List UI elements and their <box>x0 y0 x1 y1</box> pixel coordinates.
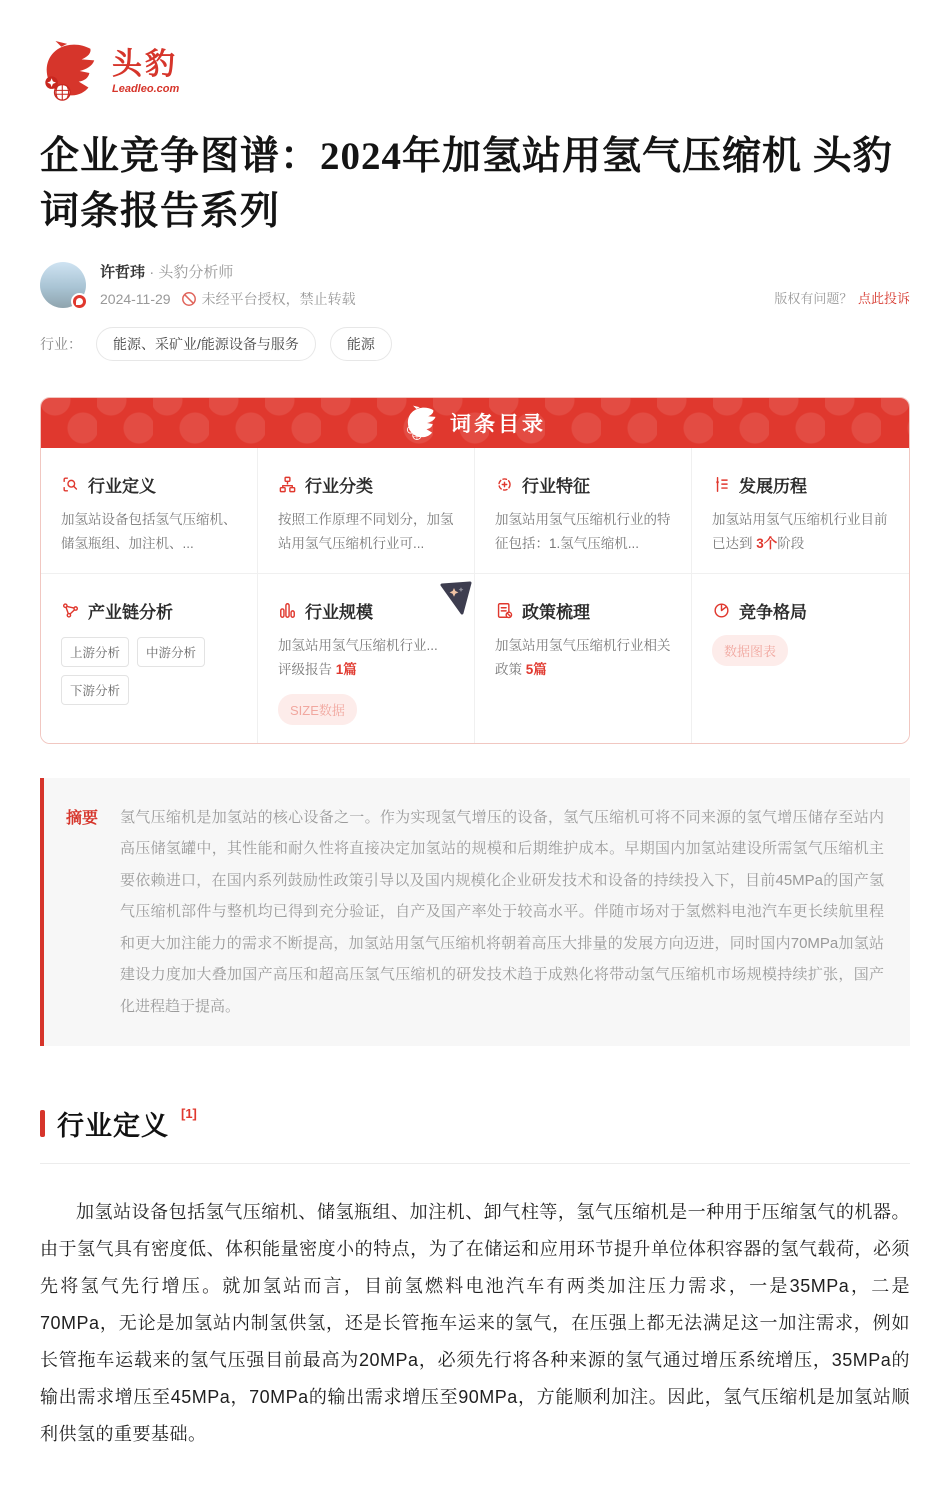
policy-icon <box>495 601 514 620</box>
midstream-analysis-tag[interactable]: 中游分析 <box>137 637 205 667</box>
industry-tag[interactable]: 能源 <box>330 327 392 361</box>
author-role: 头豹分析师 <box>158 264 234 282</box>
cell-title: 产业链分析 <box>88 603 173 623</box>
brand-header <box>40 0 910 102</box>
license-note-text: 未经平台授权，禁止转载 <box>201 291 356 308</box>
cell-title: 发展历程 <box>739 477 807 497</box>
section-accent-bar <box>40 1110 45 1137</box>
industry-row <box>40 327 910 361</box>
analyst-badge-icon <box>71 293 88 310</box>
copyright-question: 版权有问题？ <box>774 291 853 307</box>
timeline-icon <box>712 475 731 494</box>
directory-card <box>40 397 910 744</box>
meta-row <box>40 261 910 309</box>
cell-desc: 加氢站用氢气压缩机行业的特征包括：1.氢气压缩机... <box>495 512 671 551</box>
publish-date: 2024-11-29 <box>100 291 171 308</box>
abstract-text: 氢气压缩机是加氢站的核心设备之一。作为实现氢气增压的设备，氢气压缩机可将不同来源的氢气增压储存至站内高压储氢罐中，其性能和耐久性将直接决定加氢站的规模和后期维护成本。早期国内加氢站建设所需氢气压缩机主要依赖进口，在国内系列鼓励性政策引导以及国内规模化企业研发技术和设备的持续投入下，目前45MPa的国产氢气压缩机部件与整机均已得到充分验证，自产及国产率处于较高水平。伴随市场对于氢燃料电池汽车更长续航里程和更大加注能力的需求不断提高，加氢站用氢气压缩机将朝着高压大排量的发展方向迈进，同时国内70MPa加氢站建设力度加大叠加国产高压和超高压氢气压缩机的研发技术趋于成熟化将带动氢气压缩机市场规模持续扩张，国产化进程趋于提高。 <box>120 808 884 1015</box>
license-note <box>181 289 356 309</box>
section-footnote-ref[interactable]: [1] <box>181 1106 197 1122</box>
copyright-row <box>774 288 910 309</box>
prohibition-icon <box>181 291 197 307</box>
directory-cell-industry-definition[interactable] <box>41 448 258 574</box>
section-heading <box>40 1104 910 1143</box>
cell-title: 行业规模 <box>305 603 373 623</box>
leadleo-logo-icon[interactable] <box>40 40 102 102</box>
author-name[interactable]: 许哲玮 <box>100 264 146 282</box>
directory-cell-competitive-landscape[interactable] <box>692 574 909 742</box>
search-definition-icon <box>61 475 80 494</box>
abstract-block <box>40 778 910 1047</box>
directory-cell-industry-features[interactable] <box>475 448 692 574</box>
brand-name: 头豹 <box>112 47 178 81</box>
section-title: 行业定义 <box>57 1111 169 1142</box>
abstract-label: 摘要 <box>65 809 98 827</box>
cell-desc: 加氢站设备包括氢气压缩机、储氢瓶组、加注机、... <box>61 512 237 551</box>
cell-desc: 按照工作原理不同划分，加氢站用氢气压缩机行业可... <box>278 512 454 551</box>
directory-cell-policy-review[interactable] <box>475 574 692 742</box>
policy-count: 5篇 <box>525 662 547 678</box>
cell-desc: 加氢站用氢气压缩机行业相关政策 5篇 <box>495 638 671 678</box>
author-block <box>40 261 356 309</box>
cell-desc: 加氢站用氢气压缩机行业... 评级报告 1篇 <box>278 638 438 678</box>
industry-tag[interactable]: 能源、采矿业/能源设备与服务 <box>96 327 316 361</box>
directory-cell-development-history[interactable] <box>692 448 909 574</box>
cell-desc: 加氢站用氢气压缩机行业目前已达到 3个阶段 <box>712 512 888 551</box>
cell-title: 竞争格局 <box>739 603 807 623</box>
pie-chart-icon <box>712 601 731 620</box>
cell-title: 行业定义 <box>88 477 156 497</box>
page-title: 企业竞争图谱：2024年加氢站用氢气压缩机 头豹词条报告系列 <box>40 135 893 233</box>
stage-count: 3个 <box>756 535 778 551</box>
cell-title: 行业特征 <box>522 477 590 497</box>
downstream-analysis-tag[interactable]: 下游分析 <box>61 675 129 705</box>
section-body-text: 加氢站设备包括氢气压缩机、储氢瓶组、加注机、卸气柱等，氢气压缩机是一种用于压缩氢气的机器。由于氢气具有密度低、体积能量密度小的特点，为了在储运和应用环节提升单位体积容器的氢气载荷，必须先将氢气先行增压。就加氢站而言，目前氢燃料电池汽车有两类加注压力需求，一是35MPa，二是70MPa，无论是加氢站内制氢供氢，还是长管拖车运来的氢气，在压强上都无法满足这一加注需求，例如长管拖车运载来的氢气压强目前最高为20MPa，必须先行将各种来源的氢气通过增压系统增压，35MPa的输出需求增压至45MPa，70MPa的输出需求增压至90MPa，方能顺利加注。因此，氢气压缩机是加氢站顺利供氢的重要基础。 <box>40 1202 910 1444</box>
directory-title: 词条目录 <box>450 413 546 437</box>
author-separator: · <box>149 264 155 282</box>
hierarchy-icon <box>278 475 297 494</box>
directory-grid <box>41 448 909 743</box>
bar-chart-icon <box>278 601 297 620</box>
industry-label: 行业： <box>40 336 82 353</box>
directory-cell-industry-classification[interactable] <box>258 448 475 574</box>
brand-domain: Leadleo.com <box>112 82 180 95</box>
leadleo-white-logo-icon <box>404 405 440 441</box>
cell-title: 政策梳理 <box>522 603 590 623</box>
upstream-analysis-tag[interactable]: 上游分析 <box>61 637 129 667</box>
size-data-badge[interactable]: SIZE数据 <box>278 694 357 725</box>
directory-cell-industry-size[interactable] <box>258 574 475 742</box>
chain-icon <box>61 601 80 620</box>
cell-title: 行业分类 <box>305 477 373 497</box>
data-chart-badge[interactable]: 数据图表 <box>712 635 788 666</box>
bookmark-corner-icon[interactable] <box>440 581 472 616</box>
report-complaint-link[interactable]: 点此投诉 <box>857 291 910 307</box>
directory-header <box>41 398 909 448</box>
section-divider <box>40 1163 910 1164</box>
author-avatar[interactable] <box>40 262 86 308</box>
target-icon <box>495 475 514 494</box>
directory-cell-industry-chain[interactable] <box>41 574 258 742</box>
rating-report-count: 1篇 <box>335 662 357 678</box>
